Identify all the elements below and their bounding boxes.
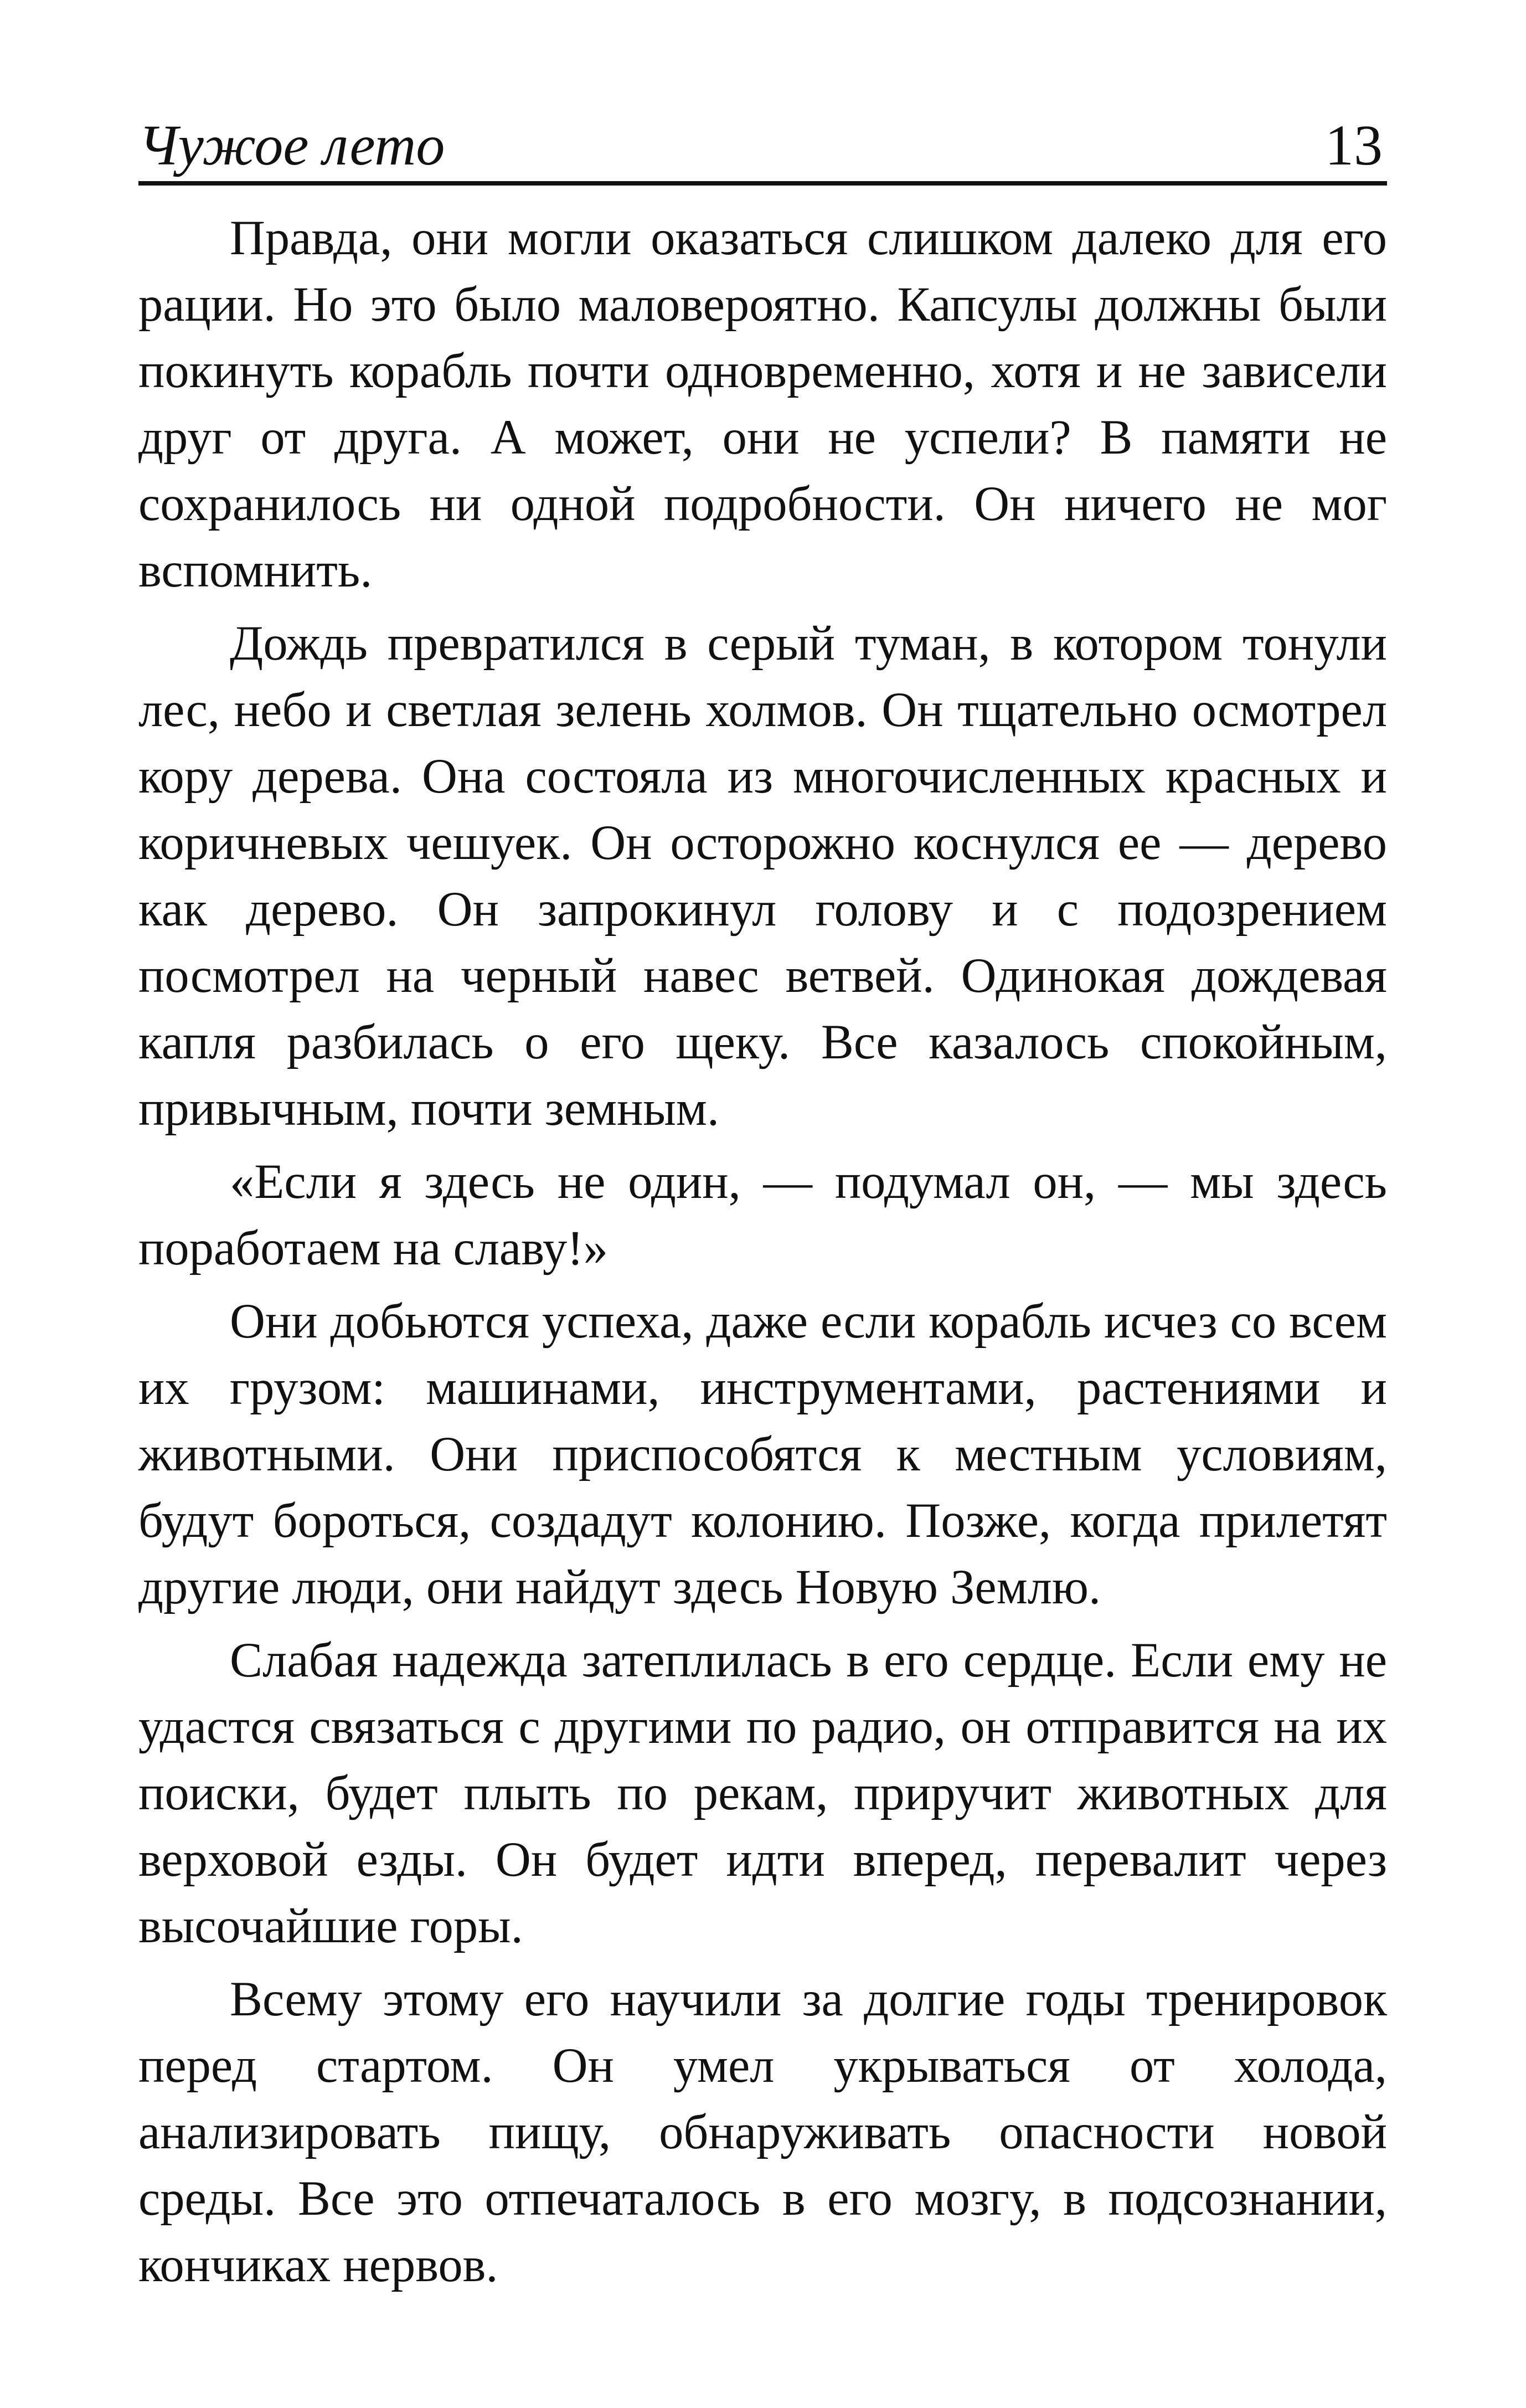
book-page (138, 116, 1387, 2309)
paragraph: «Если я здесь не один, — подумал он, — мы здесь поработаем на славу!» (138, 1155, 1387, 1275)
paragraph: Правда, они могли оказаться слишком далеко для его рации. Но это было маловероятно. Капсулы должны были покинуть корабль почти одновременно, хотя и не зависели друг от друга. А может, они не успели? В памяти не сохранилось ни одной подробности. Он ничего не мог вспомнить. (138, 211, 1387, 598)
paragraph: Они добьются успеха, даже если корабль исчез со всем их грузом: машинами, инструментами, растениями и животными. Они приспособятся к местным условиям, будут бороться, создадут колонию. Позже, когда прилетят другие люди, они найдут здесь Новую Землю. (138, 1294, 1387, 1614)
running-header (138, 116, 1387, 186)
paragraph: Дождь превратился в серый туман, в котором тонули лес, небо и светлая зелень холмов. Он тщательно осмотрел кору дерева. Она состояла из многочисленных красных и коричневых чешуек. Он осторожно коснулся ее — дерево как дерево. Он запрокинул голову и с подозрением посмотрел на черный навес ветвей. Одинокая дождевая капля разбилась о его щеку. Все казалось спокойным, привычным, почти земным. (138, 616, 1387, 1136)
running-title: Чужое лето (138, 114, 445, 177)
body-text (138, 205, 1387, 2298)
paragraph: Слабая надежда затеплилась в его сердце. Если ему не удастся связаться с другими по радио, он отправится на их поиски, будет плыть по рекам, приручит животных для верховой езды. Он будет идти вперед, перевалит через высочайшие горы. (138, 1633, 1387, 1953)
page-number: 13 (1325, 114, 1383, 177)
paragraph: Всему этому его научили за долгие годы тренировок перед стартом. Он умел укрываться от холода, анализировать пищу, обнаруживать опасности новой среды. Все это отпечаталось в его мозгу, в подсознании, кончиках нервов. (138, 1972, 1387, 2292)
